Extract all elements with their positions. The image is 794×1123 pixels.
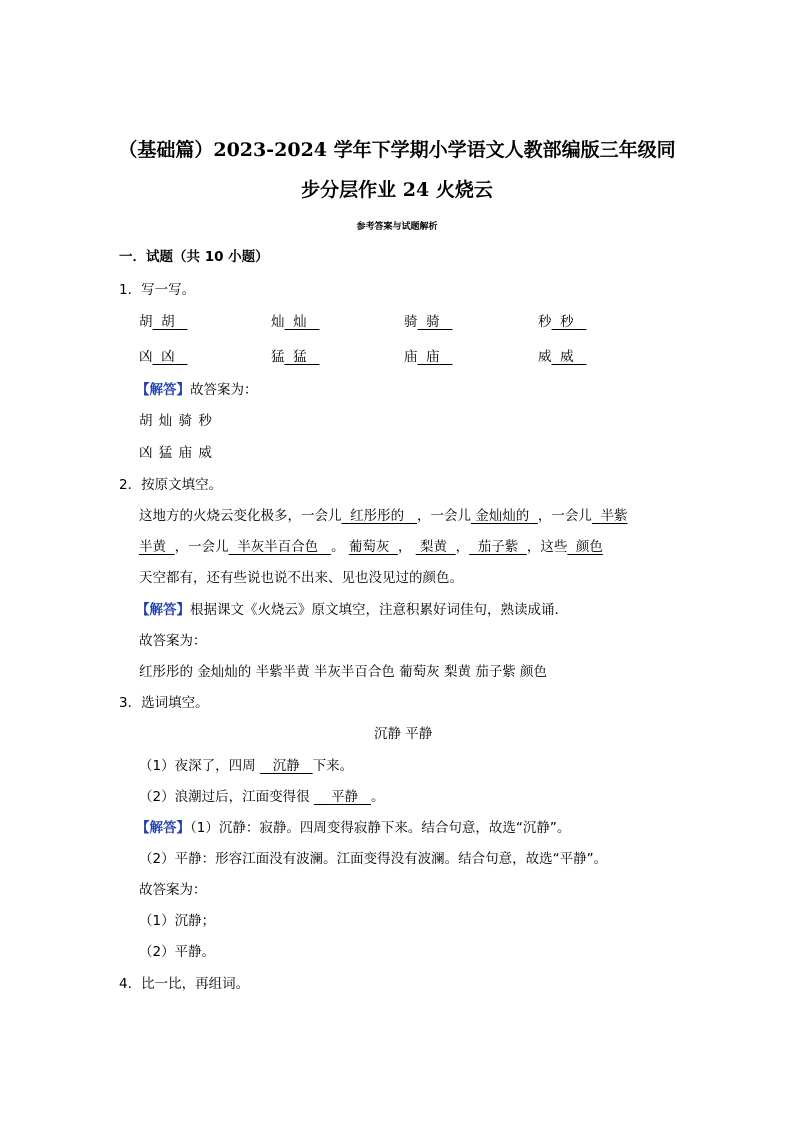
- jieda-tag: 【解答】: [136, 382, 190, 398]
- q1-char: 胡: [139, 314, 153, 330]
- q1-answer-line2: 凶 猛 庙 威: [139, 445, 212, 461]
- q1-char: 威: [538, 349, 552, 365]
- q2-blank: 梨黄: [420, 539, 448, 555]
- q4-prompt: 4．比一比，再组词。: [119, 976, 250, 992]
- q1-item: [404, 313, 452, 331]
- q1-char: 灿: [271, 314, 285, 330]
- q3-answer-prefix: 故答案为：: [139, 882, 207, 898]
- jieda-tag: 【解答】: [136, 602, 190, 618]
- q2-blank: 半灰半百合色: [237, 539, 319, 555]
- q3-blank: 沉静: [272, 758, 300, 774]
- q1-prompt: 1．写一写。: [119, 282, 196, 298]
- q1-char: 庙: [404, 349, 418, 365]
- q3-answer1: （1）沉静；: [139, 913, 216, 929]
- q1-char: 骑: [404, 314, 418, 330]
- q1-char: 凶: [139, 349, 153, 365]
- q2-blank: 茄子紫: [477, 539, 519, 555]
- jieda-tag: 【解答】: [136, 820, 190, 836]
- q3-sentence1: （1）夜深了，四周 沉静 下来。: [139, 758, 354, 774]
- q1-jieda: 【解答】故答案为：: [136, 382, 258, 398]
- q2-blank: 葡萄灰: [348, 539, 390, 555]
- q2-blank: 红彤彤的: [350, 508, 405, 524]
- q1-item: [538, 348, 586, 366]
- q1-answer-blank: 庙: [426, 349, 440, 365]
- doc-title-line1: （基础篇）2023-2024 学年下学期小学语文人教部编版三年级同: [118, 139, 676, 161]
- q3-sentence2: （2）浪潮过后，江面变得很 平静 。: [139, 789, 385, 805]
- q2-blank: 半黄: [139, 539, 166, 555]
- q1-item: [271, 348, 319, 366]
- q1-char: 猛: [271, 349, 285, 365]
- q2-answer-prefix: 故答案为：: [139, 633, 207, 649]
- q3-jieda: 【解答】（1）沉静：寂静。四周变得寂静下来。结合句意，故选“沉静”。: [136, 820, 571, 836]
- q1-item: [404, 348, 452, 366]
- q2-passage-line3: 天空都有，还有些说也说不出来、见也没见过的颜色。: [139, 570, 463, 586]
- q2-jieda: 【解答】根据课文《火烧云》原文填空，注意积累好词佳句，熟读成诵．: [136, 602, 568, 618]
- q1-item: [139, 348, 187, 366]
- q1-item: [538, 313, 586, 331]
- doc-title-line2: 步分层作业 24 火烧云: [301, 179, 493, 201]
- q3-answer2: （2）平静。: [139, 944, 216, 960]
- q2-passage-line1: 这地方的火烧云变化极多，一会儿 红彤彤的 ，一会儿 金灿灿的 ，一会儿 半紫: [139, 508, 628, 524]
- q1-item: [271, 313, 319, 331]
- q1-answer-blank: 猛: [293, 349, 307, 365]
- q1-answer-blank: 骑: [426, 314, 440, 330]
- q2-answer-line: 红彤彤的 金灿灿的 半紫半黄 半灰半百合色 葡萄灰 梨黄 茄子紫 颜色: [139, 664, 548, 680]
- q1-answer-blank: 威: [560, 349, 574, 365]
- q1-answer-blank: 胡: [161, 314, 175, 330]
- q3-blank: 平静: [331, 789, 359, 805]
- q1-answer-line1: 胡 灿 骑 秒: [139, 413, 212, 429]
- q3-options: 沉静 平静: [374, 726, 433, 742]
- q1-answer-blank: 凶: [161, 349, 175, 365]
- q2-prompt: 2．按原文填空。: [119, 477, 223, 493]
- q3-prompt: 3．选词填空。: [119, 695, 209, 711]
- q2-blank: 半紫: [600, 508, 628, 524]
- section-heading: 一．试题（共 10 小题）: [119, 249, 269, 265]
- q2-blank: 金灿灿的: [475, 508, 530, 524]
- q3-jieda-line2: （2）平静：形容江面没有波澜。江面变得没有波澜。结合句意，故选“平静”。: [139, 851, 608, 867]
- doc-subtitle: 参考答案与试题解析: [356, 222, 438, 232]
- q2-blank: 颜色: [575, 539, 603, 555]
- q1-answer-blank: 秒: [560, 314, 574, 330]
- q1-item: [139, 313, 187, 331]
- q1-char: 秒: [538, 314, 552, 330]
- q2-passage-line2: 半黄 ，一会儿 半灰半百合色 。 葡萄灰 ， 梨黄 ， 茄子紫 ，这些 颜色: [139, 539, 603, 555]
- q1-answer-blank: 灿: [293, 314, 307, 330]
